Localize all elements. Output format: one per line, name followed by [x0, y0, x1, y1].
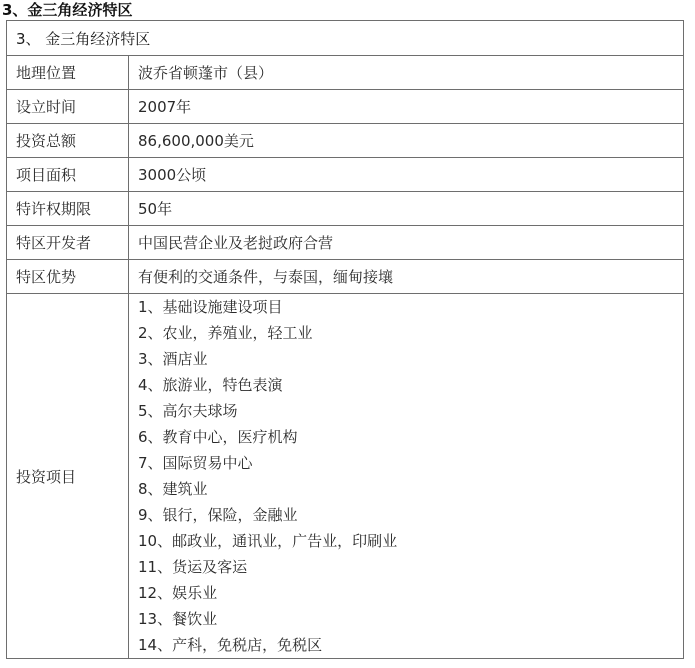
zone-info-table: [6, 20, 684, 659]
list-item: 5、高尔夫球场: [138, 402, 238, 420]
row-value-concession: 50年: [129, 192, 684, 226]
list-item: 7、国际贸易中心: [138, 454, 253, 472]
list-item: 1、基础设施建设项目: [138, 298, 283, 316]
list-item: 3、酒店业: [138, 350, 208, 368]
row-value-advantage: 有便利的交通条件，与泰国，缅甸接壤: [129, 260, 684, 294]
row-label-location: 地理位置: [7, 56, 129, 90]
table-row: [7, 124, 684, 158]
row-label-area: 项目面积: [7, 158, 129, 192]
list-item: 14、产科，免税店，免税区: [138, 636, 323, 654]
table-title-row: [7, 21, 684, 56]
table-row: [7, 158, 684, 192]
projects-list: [129, 294, 684, 659]
table-row: [7, 260, 684, 294]
page-heading: 3、金三角经济特区: [2, 1, 133, 19]
row-value-location: 波乔省顿蓬市（县）: [129, 56, 684, 90]
list-item: 2、农业，养殖业，轻工业: [138, 324, 313, 342]
row-label-advantage: 特区优势: [7, 260, 129, 294]
row-label-projects: 投资项目: [7, 294, 129, 659]
table-row: [7, 56, 684, 90]
row-value-investment: 86,600,000美元: [129, 124, 684, 158]
table-title: 3、 金三角经济特区: [7, 21, 684, 56]
list-item: 4、旅游业，特色表演: [138, 376, 283, 394]
list-item: 6、教育中心，医疗机构: [138, 428, 298, 446]
list-item: 11、货运及客运: [138, 558, 248, 576]
row-value-established: 2007年: [129, 90, 684, 124]
row-label-developer: 特区开发者: [7, 226, 129, 260]
row-value-developer: 中国民营企业及老挝政府合营: [129, 226, 684, 260]
list-item: 12、娱乐业: [138, 584, 218, 602]
list-item: 9、银行，保险，金融业: [138, 506, 298, 524]
row-value-area: 3000公顷: [129, 158, 684, 192]
table-row: [7, 90, 684, 124]
list-item: 8、建筑业: [138, 480, 208, 498]
row-label-concession: 特许权期限: [7, 192, 129, 226]
table-row-projects: [7, 294, 684, 659]
table-row: [7, 226, 684, 260]
table-row: [7, 192, 684, 226]
list-item: 10、邮政业，通讯业，广告业，印刷业: [138, 532, 398, 550]
list-item: 13、餐饮业: [138, 610, 218, 628]
row-label-investment: 投资总额: [7, 124, 129, 158]
row-label-established: 设立时间: [7, 90, 129, 124]
